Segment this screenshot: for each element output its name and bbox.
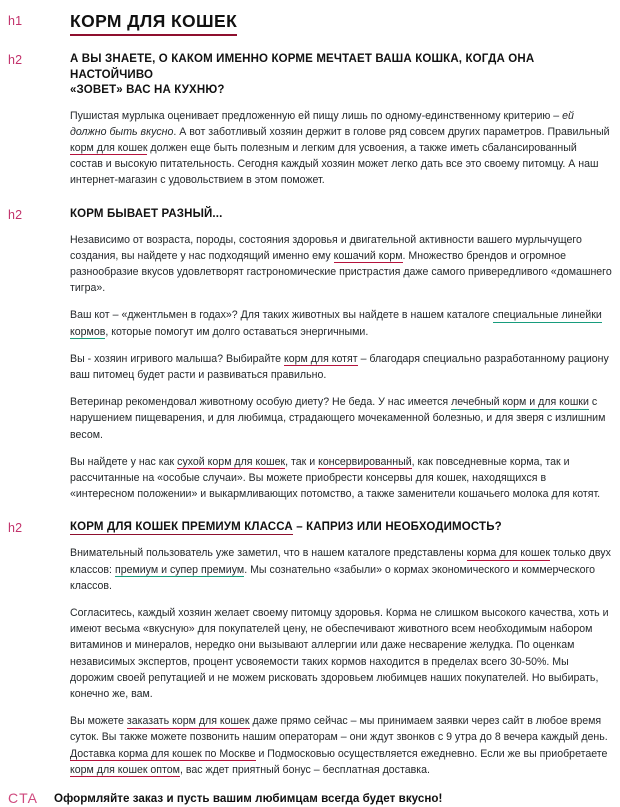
paragraph	[70, 454, 612, 503]
h2-block-1	[8, 52, 612, 99]
inline-link-green[interactable]: лечебный корм и для кошки	[451, 396, 589, 409]
inline-link-red[interactable]: корм для кошек оптом	[70, 763, 180, 776]
text-run: , так и	[285, 455, 319, 468]
text-run: и Подмосковью осуществляется ежедневно. Если же вы приобретаете	[255, 747, 608, 760]
cta-block	[8, 790, 612, 807]
inline-link-red[interactable]: корм для кошек	[70, 141, 148, 154]
paragraph-block-1	[8, 108, 612, 189]
paragraph	[70, 351, 612, 383]
text-run: Вы найдете у нас как	[70, 455, 178, 468]
inline-link-red[interactable]: корм для котят	[283, 352, 358, 365]
section-heading-3-underlined: КОРМ ДЛЯ КОШЕК ПРЕМИУМ КЛАССА	[70, 521, 293, 534]
text-run: должен еще быть полезным и легким для усвоения, а также иметь сбалансированный состав и высокую питательность. Сегодня каждый хозяин может легко дать все это своему питомцу. А наш интернет-магазин с удовольствием в этом поможет.	[70, 141, 599, 187]
text-run: , вас ждет приятный бонус – бесплатная доставка.	[179, 763, 430, 776]
section-heading-1-line2: «ЗОВЕТ» ВАС НА КУХНЮ?	[70, 84, 225, 96]
inline-link-red[interactable]: кошачий корм	[333, 249, 403, 262]
h1-block	[8, 13, 612, 36]
text-run: Ветеринар рекомендовал животному особую диету? Не беда. У нас имеется	[70, 396, 452, 409]
marker-h2-3: h2	[8, 521, 23, 536]
text-run: Независимо от возраста, породы, состояния здоровья и двигательной активности вашего мурлычущего создания, вы найдете у нас подходящий именно ему	[70, 233, 582, 262]
section-heading-3-tail: – КАПРИЗ ИЛИ НЕОБХОДИМОСТЬ?	[292, 521, 502, 534]
text-run: Вы - хозяин игривого малыша? Выбирайте	[70, 352, 284, 365]
text-run: даже прямо сейчас – мы принимаем заявки через сайт в любое время суток. Вы также можете позвонить нашим операторам – они ждут звонков с 9 утра до 8 вечера каждый день.	[70, 715, 608, 744]
section-heading-1-line1: А ВЫ ЗНАЕТЕ, О КАКОМ ИМЕННО КОРМЕ МЕЧТАЕТ ВАША КОШКА, КОГДА ОНА НАСТОЙЧИВО	[70, 53, 535, 81]
cta-content	[54, 790, 612, 807]
paragraph-content-3	[70, 545, 612, 778]
text-run: – благодаря специально разработанному рациону ваш питомец будет расти и развиваться правильно.	[70, 352, 609, 381]
text-run: Ваш кот – «джентльмен в годах»? Для таких животных вы найдете в нашем каталоге	[70, 309, 493, 322]
marker-h1: h1	[8, 14, 23, 28]
paragraph	[70, 545, 612, 594]
section-heading-3	[70, 520, 612, 536]
text-run: . А вот заботливый хозяин держит в голове ряд совсем других параметров. Правильный	[173, 125, 610, 138]
marker-h2-2: h2	[8, 207, 23, 222]
inline-link-red[interactable]: заказать корм для кошек	[126, 715, 250, 728]
text-run: только двух классов:	[70, 547, 611, 576]
section-heading-2: КОРМ БЫВАЕТ РАЗНЫЙ...	[70, 207, 223, 220]
inline-link-red[interactable]: сухой корм для кошек	[177, 455, 286, 468]
marker-cta: CTA	[8, 790, 38, 806]
page-title: КОРМ ДЛЯ КОШЕК	[70, 11, 237, 36]
text-run: с нарушением пищеварения, и для любимца, страдающего мочекаменной болезнью, и для зверя с излишним весом.	[70, 396, 606, 441]
paragraph-content-2	[70, 232, 612, 503]
text-run: . Множество брендов и огромное разнообразие вкусов удовлетворят гастрономические пристрастия даже самого привередливого «домашнего тигра».	[70, 249, 612, 295]
h2-block-3	[8, 520, 612, 536]
inline-link-red[interactable]: консервированный	[318, 455, 412, 468]
paragraph	[70, 232, 612, 297]
paragraph-block-2	[8, 232, 612, 503]
emphasis-run: ей должно быть вкусно	[70, 109, 574, 138]
h2-block-2	[8, 207, 612, 223]
h2-content-3	[70, 520, 612, 536]
h1-content	[70, 13, 612, 36]
text-run: Внимательный пользователь уже заметил, что в нашем каталоге представлены	[70, 547, 467, 560]
paragraph: Согласитесь, каждый хозяин желает своему питомцу здоровья. Корма не слишком высокого качества, хоть и имеют весьма «вкусную» для покупателей цену, не обеспечивают животного всем необходимым набором витаминов и минералов, нередко они вызывают аллергии или даже несварение желудка. По оценкам независимых экспертов, процент усвояемости таких кормов находится в пределах всего 30-50%. Мы дорожим своей репутацией и не можем рисковать здоровьем любимцев наших покупателей. Но выбирать, конечно же, вам.	[70, 606, 609, 700]
text-run: . Мы сознательно «забыли» о кормах экономического и коммерческого классов.	[70, 563, 596, 592]
text-run: , которые помогут им долго оставаться энергичными.	[105, 325, 369, 338]
paragraph	[70, 713, 612, 778]
text-run: , как повседневные корма, так и рассчитанные на «особые случаи». Вы можете приобрести консервы для кошек, находящихся в «интересном положении» и выкармливающих потомство, а также заменители кошачьего молока для котят.	[70, 455, 601, 501]
cta-text: Оформляйте заказ и пусть вашим любимцам всегда будет вкусно!	[54, 792, 443, 805]
h2-content-1	[70, 52, 612, 99]
text-run: Вы можете	[70, 715, 127, 728]
h2-content-2	[70, 207, 612, 223]
inline-link-red[interactable]: Доставка корма для кошек по Москве	[70, 747, 256, 760]
marker-h2-1: h2	[8, 53, 23, 67]
paragraph-content-1	[70, 108, 612, 189]
inline-link-green[interactable]: премиум и супер премиум	[114, 563, 245, 576]
paragraph	[70, 394, 612, 443]
section-heading-1	[70, 52, 612, 99]
paragraph	[70, 307, 612, 339]
inline-link-red[interactable]: корма для кошек	[466, 547, 551, 560]
inline-link-green[interactable]: специальные линейки кормов	[70, 309, 602, 338]
text-run: Пушистая мурлыка оценивает предложенную ей пищу лишь по одному-единственному критерию –	[70, 109, 563, 122]
paragraph-block-3	[8, 545, 612, 778]
paragraph	[70, 108, 612, 189]
